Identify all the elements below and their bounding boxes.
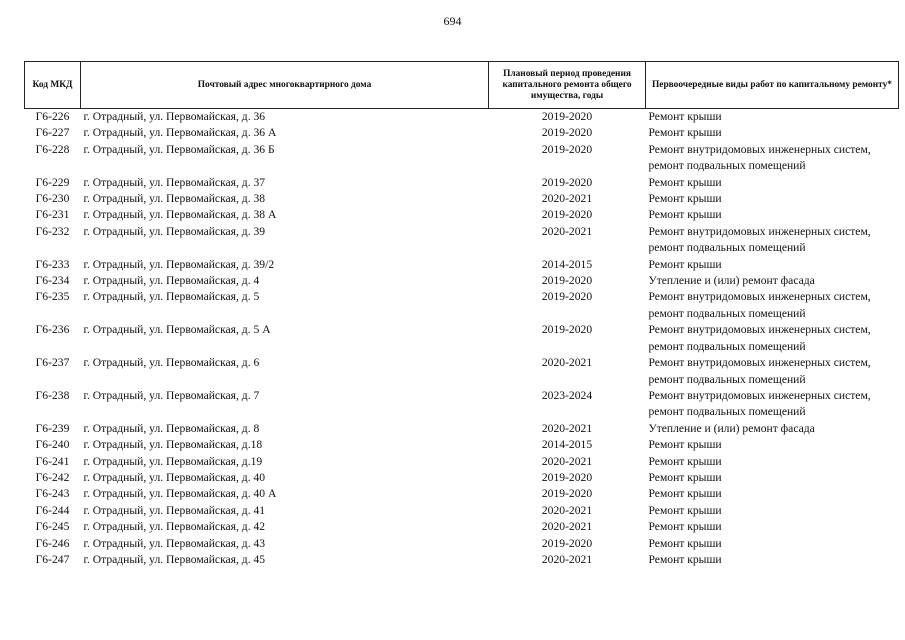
- table-row: [25, 437, 899, 453]
- cell-period: 2020-2021: [541, 552, 593, 566]
- table-row: [25, 552, 899, 568]
- cell-works: Ремонт внутридомовых инженерных систем, ремонт подвальных помещений: [648, 388, 871, 419]
- cell-code: Г6-227: [35, 126, 70, 140]
- cell-period: 2019-2020: [541, 470, 593, 484]
- cell-works: Ремонт крыши: [648, 175, 722, 189]
- cell-code: Г6-247: [35, 552, 70, 566]
- cell-period: 2020-2021: [541, 454, 593, 468]
- cell-works: Ремонт крыши: [648, 110, 722, 123]
- header-row: [25, 62, 899, 109]
- table-row: [25, 191, 899, 207]
- cell-period: 2019-2020: [541, 175, 593, 189]
- repair-schedule-table: [24, 61, 899, 568]
- cell-code: Г6-229: [35, 175, 70, 189]
- cell-period: 2019-2020: [541, 208, 593, 222]
- table-row: [25, 273, 899, 289]
- cell-period: 2019-2020: [541, 290, 593, 304]
- cell-works: Ремонт крыши: [648, 552, 722, 566]
- cell-address: г. Отрадный, ул. Первомайская, д. 40: [83, 470, 266, 484]
- cell-code: Г6-243: [35, 487, 70, 501]
- cell-code: Г6-245: [35, 520, 70, 534]
- cell-period: 2019-2020: [541, 110, 593, 123]
- table-row: [25, 224, 899, 257]
- table-row: [25, 125, 899, 141]
- cell-period: 2019-2020: [541, 536, 593, 550]
- table-row: [25, 421, 899, 437]
- cell-code: Г6-236: [35, 323, 70, 337]
- cell-works: Ремонт крыши: [648, 503, 722, 517]
- table-row: [25, 257, 899, 273]
- cell-works: Ремонт внутридомовых инженерных систем, ремонт подвальных помещений: [648, 323, 871, 353]
- cell-code: Г6-235: [35, 290, 70, 304]
- table-row: [25, 289, 899, 322]
- header-code: Код МКД: [25, 62, 81, 109]
- cell-period: 2019-2020: [541, 487, 593, 501]
- table-row: [25, 486, 899, 502]
- cell-address: г. Отрадный, ул. Первомайская, д. 38: [83, 192, 266, 206]
- cell-code: Г6-242: [35, 470, 70, 484]
- cell-address: г. Отрадный, ул. Первомайская, д. 7: [83, 388, 260, 402]
- cell-code: Г6-228: [35, 142, 70, 156]
- cell-works: Ремонт внутридомовых инженерных систем, ремонт подвальных помещений: [648, 356, 871, 386]
- cell-code: Г6-241: [35, 454, 70, 468]
- cell-code: Г6-246: [35, 536, 70, 550]
- cell-address: г. Отрадный, ул. Первомайская, д. 4: [83, 274, 260, 288]
- cell-works: Ремонт крыши: [648, 536, 722, 550]
- cell-code: Г6-238: [35, 388, 70, 402]
- cell-address: г. Отрадный, ул. Первомайская, д. 36: [83, 110, 266, 123]
- header-period: Плановый период проведения капитального ремонта общего имущества, годы: [489, 62, 646, 109]
- cell-works: Ремонт внутридомовых инженерных систем, ремонт подвальных помещений: [648, 142, 871, 173]
- cell-works: Ремонт крыши: [648, 454, 722, 468]
- cell-works: Ремонт крыши: [648, 257, 722, 271]
- table-row: [25, 388, 899, 421]
- cell-works: Утепление и (или) ремонт фасада: [648, 421, 815, 435]
- cell-address: г. Отрадный, ул. Первомайская, д. 6: [83, 356, 260, 370]
- cell-address: г. Отрадный, ул. Первомайская, д. 38 А: [83, 208, 277, 222]
- cell-code: Г6-237: [35, 356, 70, 370]
- cell-period: 2020-2021: [541, 503, 593, 517]
- cell-code: Г6-232: [35, 224, 70, 238]
- header-address: Почтовый адрес многоквартирного дома: [81, 62, 489, 109]
- cell-address: г. Отрадный, ул. Первомайская, д. 39/2: [83, 257, 275, 271]
- cell-period: 2020-2021: [541, 421, 593, 435]
- cell-address: г. Отрадный, ул. Первомайская, д. 36 Б: [83, 142, 275, 156]
- cell-period: 2019-2020: [541, 323, 593, 337]
- table-row: [25, 470, 899, 486]
- cell-address: г. Отрадный, ул. Первомайская, д. 40 А: [83, 487, 277, 501]
- cell-works: Ремонт крыши: [648, 126, 722, 140]
- table-row: [25, 322, 899, 355]
- cell-works: Ремонт крыши: [648, 438, 722, 452]
- page-number: 694: [443, 14, 462, 28]
- cell-period: 2020-2021: [541, 224, 593, 238]
- cell-address: г. Отрадный, ул. Первомайская, д. 41: [83, 503, 266, 517]
- table-row: [25, 536, 899, 552]
- cell-period: 2020-2021: [541, 192, 593, 206]
- cell-code: Г6-233: [35, 257, 70, 271]
- cell-address: г. Отрадный, ул. Первомайская, д. 43: [83, 536, 266, 550]
- table-row: [25, 142, 899, 175]
- table-row: [25, 207, 899, 223]
- cell-works: Ремонт внутридомовых инженерных систем, ремонт подвальных помещений: [648, 224, 871, 255]
- table-row: [25, 109, 899, 126]
- cell-code: Г6-244: [35, 503, 70, 517]
- cell-address: г. Отрадный, ул. Первомайская, д. 5 А: [83, 323, 271, 337]
- header-works: Первоочередные виды работ по капитальному ремонту*: [646, 62, 899, 109]
- cell-period: 2014-2015: [541, 257, 593, 271]
- cell-address: г. Отрадный, ул. Первомайская, д.19: [83, 454, 263, 468]
- cell-address: г. Отрадный, ул. Первомайская, д. 42: [83, 520, 266, 534]
- cell-works: Утепление и (или) ремонт фасада: [648, 274, 815, 288]
- table-row: [25, 175, 899, 191]
- table-row: [25, 454, 899, 470]
- cell-code: Г6-231: [35, 208, 70, 222]
- cell-period: 2019-2020: [541, 142, 593, 156]
- table-row: [25, 355, 899, 388]
- cell-address: г. Отрадный, ул. Первомайская, д. 45: [83, 552, 266, 566]
- cell-period: 2019-2020: [541, 274, 593, 288]
- cell-works: Ремонт внутридомовых инженерных систем, ремонт подвальных помещений: [648, 290, 871, 320]
- cell-period: 2014-2015: [541, 438, 593, 452]
- table-body: [25, 109, 899, 569]
- cell-period: 2020-2021: [541, 520, 593, 534]
- cell-works: Ремонт крыши: [648, 520, 722, 534]
- cell-code: Г6-226: [35, 110, 70, 123]
- cell-address: г. Отрадный, ул. Первомайская, д. 36 А: [83, 126, 277, 140]
- cell-code: Г6-234: [35, 274, 70, 288]
- table-row: [25, 519, 899, 535]
- table-header: [25, 62, 899, 109]
- cell-code: Г6-230: [35, 192, 70, 206]
- cell-address: г. Отрадный, ул. Первомайская, д.18: [83, 438, 263, 452]
- table-row: [25, 503, 899, 519]
- cell-address: г. Отрадный, ул. Первомайская, д. 37: [83, 175, 266, 189]
- cell-works: Ремонт крыши: [648, 487, 722, 501]
- cell-code: Г6-239: [35, 421, 70, 435]
- cell-works: Ремонт крыши: [648, 192, 722, 206]
- cell-period: 2019-2020: [541, 126, 593, 140]
- cell-address: г. Отрадный, ул. Первомайская, д. 39: [83, 224, 266, 238]
- cell-period: 2023-2024: [541, 388, 593, 402]
- cell-address: г. Отрадный, ул. Первомайская, д. 8: [83, 421, 260, 435]
- cell-code: Г6-240: [35, 438, 70, 452]
- cell-works: Ремонт крыши: [648, 470, 722, 484]
- cell-address: г. Отрадный, ул. Первомайская, д. 5: [83, 290, 260, 304]
- cell-period: 2020-2021: [541, 356, 593, 370]
- cell-works: Ремонт крыши: [648, 208, 722, 222]
